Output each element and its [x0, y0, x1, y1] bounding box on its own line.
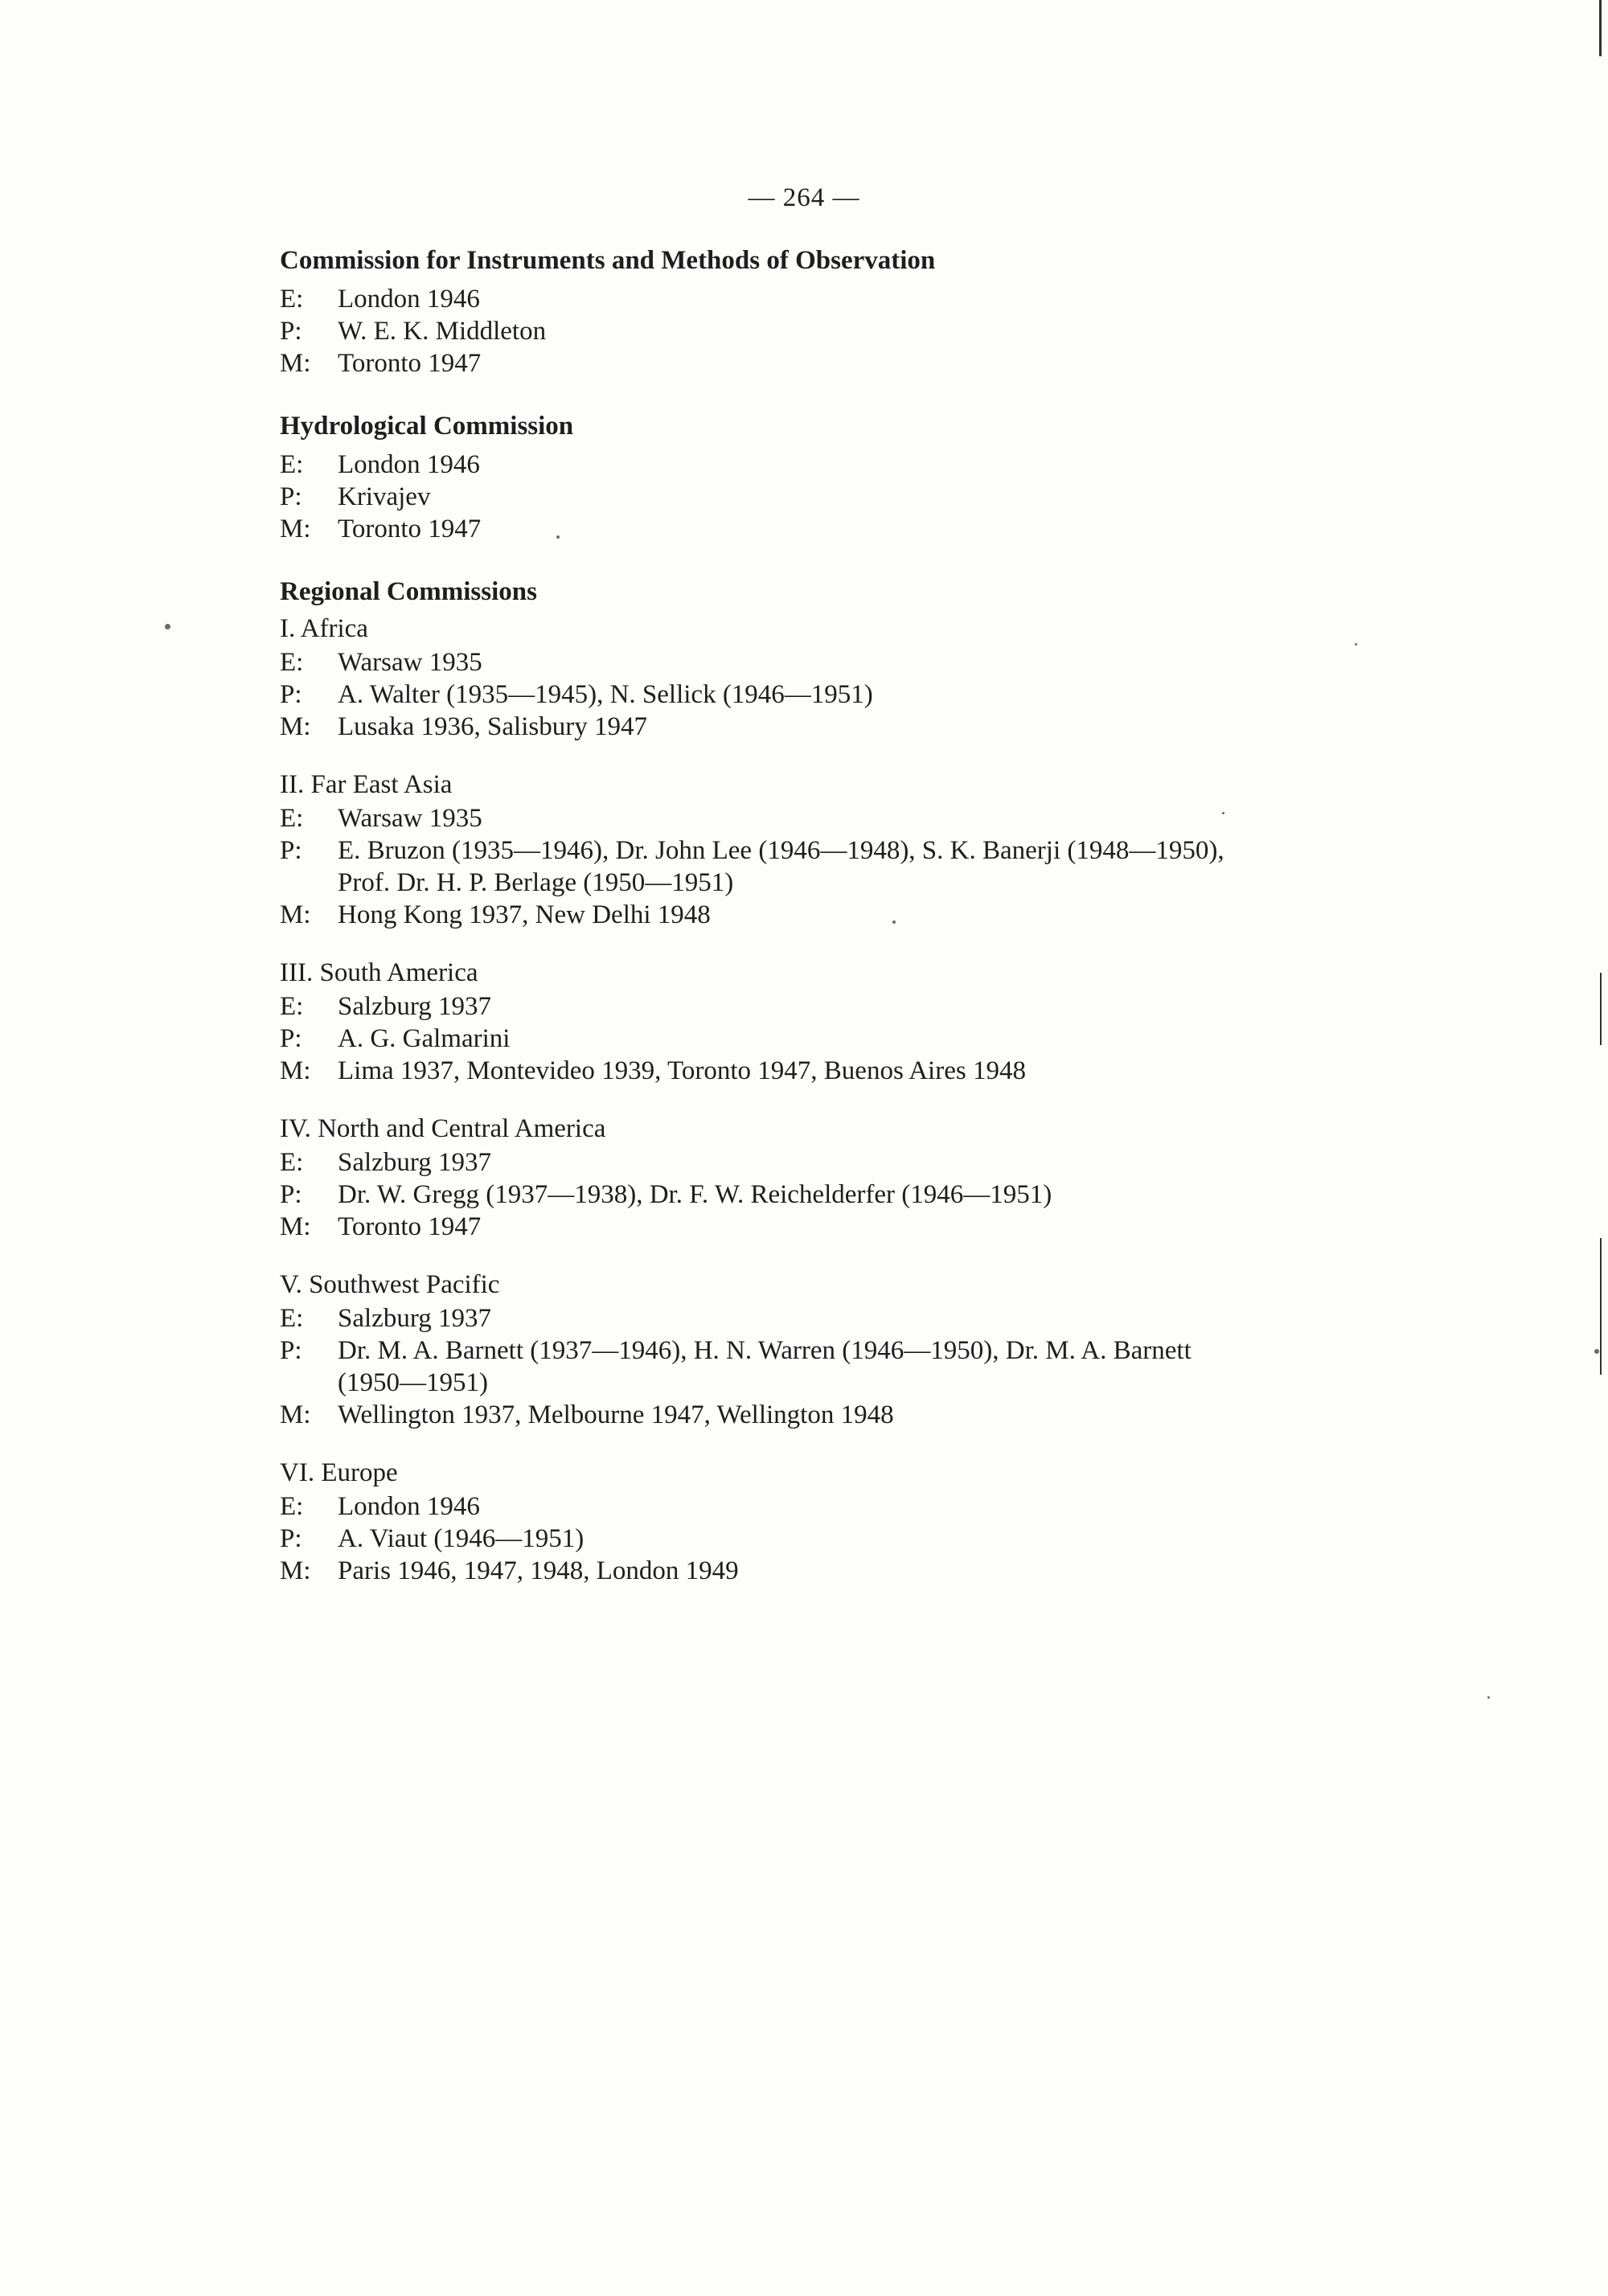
section-hydrological-commission [280, 410, 1405, 545]
entry-value: Lusaka 1936, Salisbury 1947 [338, 712, 647, 741]
subsection-title: VI. Europe [280, 1458, 398, 1487]
entry-value: Salzburg 1937 [338, 992, 491, 1021]
subsection-southwest-pacific [280, 1269, 1405, 1431]
section-title: Commission for Instruments and Methods of Observation [280, 246, 936, 275]
entry-row [280, 481, 1405, 513]
entry-key: P: [280, 1024, 302, 1053]
entry-row [280, 347, 1405, 379]
subsection-title: I. Africa [280, 614, 368, 643]
subsection-title: V. Southwest Pacific [280, 1270, 500, 1299]
entry-key: E: [280, 1304, 304, 1333]
entry-row [280, 1211, 1405, 1243]
entry-row [280, 513, 1405, 545]
section-regional-commissions [280, 576, 1405, 1587]
entry-key: E: [280, 804, 304, 833]
entry-row [280, 283, 1405, 315]
subsection-africa [280, 613, 1405, 743]
subsection-europe [280, 1457, 1405, 1587]
entry-value: Prof. Dr. H. P. Berlage (1950—1951) [338, 868, 734, 897]
entry-value: Salzburg 1937 [338, 1148, 491, 1177]
scan-speck [165, 624, 170, 629]
entry-value: Salzburg 1937 [338, 1304, 491, 1333]
page-number: — 264 — [748, 183, 860, 212]
entry-value: Krivajev [338, 482, 431, 511]
entry-row [280, 1179, 1405, 1211]
entry-key: E: [280, 450, 304, 479]
entry-row [280, 1023, 1405, 1055]
entry-row [280, 711, 1405, 743]
scan-speck [1594, 1349, 1599, 1354]
entry-row [280, 1146, 1405, 1179]
entry-key: P: [280, 1336, 302, 1365]
entry-key [280, 1367, 338, 1399]
entry-row [280, 1523, 1405, 1555]
entry-value: London 1946 [338, 450, 480, 479]
entry-key [280, 867, 338, 899]
entry-row [280, 679, 1405, 711]
entry-row [280, 1399, 1405, 1431]
entry-value: Wellington 1937, Melbourne 1947, Wellington 1948 [338, 1400, 894, 1429]
entry-value: Dr. W. Gregg (1937—1938), Dr. F. W. Reichelderfer (1946—1951) [338, 1180, 1052, 1209]
entry-row [280, 1367, 1405, 1399]
section-title: Hydrological Commission [280, 412, 574, 441]
entry-row [280, 1302, 1405, 1335]
entry-value: W. E. K. Middleton [338, 317, 547, 346]
entry-key: P: [280, 482, 302, 511]
subsection-title: III. South America [280, 958, 478, 987]
entry-value: A. G. Galmarini [338, 1024, 511, 1053]
entry-key: E: [280, 992, 304, 1021]
section-title: Regional Commissions [280, 577, 537, 606]
entry-row [280, 315, 1405, 347]
entry-value: Toronto 1947 [338, 349, 482, 378]
entry-value: Lima 1937, Montevideo 1939, Toronto 1947, Buenos Aires 1948 [338, 1056, 1026, 1085]
entry-key: E: [280, 1148, 304, 1177]
entry-key: M: [280, 900, 311, 929]
entry-value: Hong Kong 1937, New Delhi 1948 [338, 900, 711, 929]
entry-key: P: [280, 317, 302, 346]
document-body [280, 244, 1405, 1616]
entry-value: Dr. M. A. Barnett (1937—1946), H. N. Warren (1946—1950), Dr. M. A. Barnett [338, 1336, 1192, 1365]
entry-row [280, 1055, 1405, 1087]
entry-row [280, 646, 1405, 679]
subsection-title: II. Far East Asia [280, 770, 453, 799]
entry-row [280, 899, 1405, 931]
entry-value: (1950—1951) [338, 1368, 488, 1397]
entry-row [280, 834, 1405, 867]
entry-key: M: [280, 1212, 311, 1241]
entry-row [280, 1490, 1405, 1523]
section-instruments-commission [280, 244, 1405, 379]
entry-value: London 1946 [338, 1492, 480, 1521]
scan-edge-mark [1600, 1238, 1602, 1375]
entry-row [280, 1555, 1405, 1587]
scan-speck [1355, 643, 1357, 646]
entry-value: Paris 1946, 1947, 1948, London 1949 [338, 1556, 739, 1585]
scan-speck [1222, 812, 1224, 814]
entry-key: P: [280, 680, 302, 709]
entry-value: E. Bruzon (1935—1946), Dr. John Lee (1946—1948), S. K. Banerji (1948—1950), [338, 836, 1224, 865]
entry-key: M: [280, 1556, 311, 1585]
scan-speck [556, 535, 560, 539]
entry-key: M: [280, 1400, 311, 1429]
entry-key: E: [280, 285, 304, 314]
scan-speck [1487, 1696, 1490, 1699]
entry-key: M: [280, 349, 311, 378]
entry-key: P: [280, 1180, 302, 1209]
scan-speck [892, 920, 896, 924]
entry-key: P: [280, 1524, 302, 1553]
entry-row [280, 1335, 1405, 1367]
entry-row [280, 990, 1405, 1023]
scan-edge-mark [1599, 0, 1602, 56]
subsection-north-central-america [280, 1113, 1405, 1243]
entry-row [280, 867, 1405, 899]
entry-row [280, 449, 1405, 481]
subsection-title: IV. North and Central America [280, 1114, 606, 1143]
entry-value: London 1946 [338, 285, 480, 314]
entry-key: E: [280, 648, 304, 677]
entry-value: Warsaw 1935 [338, 648, 482, 677]
entry-key: M: [280, 515, 311, 543]
entry-value: A. Viaut (1946—1951) [338, 1524, 585, 1553]
entry-row [280, 802, 1405, 834]
entry-key: E: [280, 1492, 304, 1521]
entry-value: Toronto 1947 [338, 515, 482, 543]
entry-key: M: [280, 1056, 311, 1085]
entry-key: P: [280, 836, 302, 865]
entry-value: Toronto 1947 [338, 1212, 482, 1241]
entry-value: A. Walter (1935—1945), N. Sellick (1946—1951) [338, 680, 873, 709]
subsection-far-east-asia [280, 769, 1405, 931]
subsection-south-america [280, 957, 1405, 1087]
scan-edge-mark [1600, 973, 1602, 1045]
entry-key: M: [280, 712, 311, 741]
entry-value: Warsaw 1935 [338, 804, 482, 833]
